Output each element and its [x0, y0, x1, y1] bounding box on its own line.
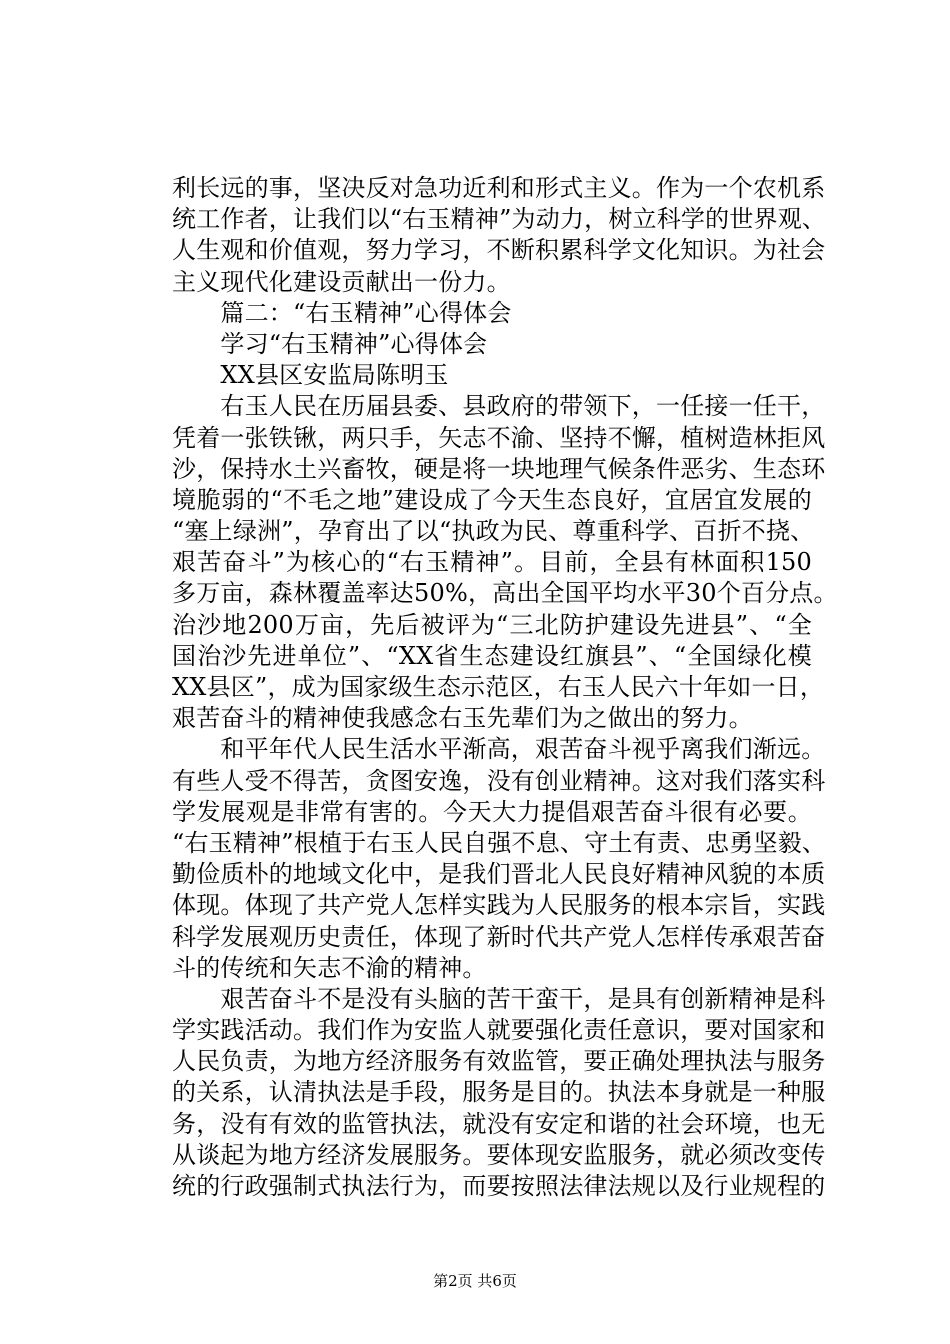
text-line: 篇二：“右玉精神”心得体会	[172, 298, 512, 327]
text-line: 统工作者，让我们以“右玉精神”为动力，树立科学的世界观、	[172, 205, 827, 234]
text-line: 利长远的事，坚决反对急功近利和形式主义。作为一个农机系	[172, 174, 826, 202]
text-line: 务，没有有效的监管执法，就没有安定和谐的社会环境，也无	[172, 1109, 826, 1138]
text-line: “右玉精神”根植于右玉人民自强不息、守土有责、忠勇坚毅、	[172, 828, 827, 857]
text-line: 体现。体现了共产党人怎样实践为人民服务的根本宗旨，实践	[172, 891, 826, 920]
text-line: 学实践活动。我们作为安监人就要强化责任意识，要对国家和	[172, 1016, 826, 1045]
text-line: 右玉人民在历届县委、县政府的带领下，一任接一任干，	[172, 392, 826, 421]
text-line: 艰苦奋斗不是没有头脑的苦干蛮干，是具有创新精神是科	[172, 984, 826, 1013]
text-line: 人民负责，为地方经济服务有效监管，要正确处理执法与服务	[172, 1047, 826, 1076]
document-body	[172, 173, 838, 1202]
text-line: 学习“右玉精神”心得体会	[172, 329, 488, 358]
text-line: 有些人受不得苦，贪图安逸，没有创业精神。这对我们落实科	[172, 766, 826, 795]
text-line: 国治沙先进单位”、“XX省生态建设红旗县”、“全国绿化模	[172, 641, 812, 670]
text-line: 多万亩，森林覆盖率达50%，高出全国平均水平30个百分点。	[172, 579, 838, 608]
text-line: 境脆弱的“不毛之地”建设成了今天生态良好，宜居宜发展的	[172, 485, 812, 514]
text-line: 勤俭质朴的地域文化中，是我们晋北人民良好精神风貌的本质	[172, 860, 826, 889]
text-line: 凭着一张铁锹，两只手，矢志不渝、坚持不懈，植树造林拒风	[172, 423, 826, 452]
text-line: 学发展观是非常有害的。今天大力提倡艰苦奋斗很有必要。	[172, 797, 812, 826]
text-line: 沙，保持水土兴畜牧，硬是将一块地理气候条件恶劣、生态环	[172, 454, 826, 483]
text-line: XX县区安监局陈明玉	[172, 361, 449, 390]
text-line: “塞上绿洲”，孕育出了以“执政为民、尊重科学、百折不挠、	[172, 517, 815, 546]
text-line: 从谈起为地方经济发展服务。要体现安监服务，就必须改变传	[172, 1140, 826, 1169]
page-footer: 第2页 共6页	[433, 1272, 517, 1290]
text-line: 治沙地200万亩，先后被评为“三北防护建设先进县”、“全	[172, 610, 812, 639]
text-line: 主义现代化建设贡献出一份力。	[172, 267, 511, 296]
text-line: 和平年代人民生活水平渐高，艰苦奋斗视乎离我们渐远。	[172, 735, 826, 764]
text-line: XX县区”，成为国家级生态示范区，右玉人民六十年如一日，	[172, 673, 825, 701]
text-line: 斗的传统和矢志不渝的精神。	[172, 953, 487, 982]
text-line: 艰苦奋斗”为核心的“右玉精神”。目前，全县有林面积150	[172, 548, 812, 577]
text-line: 艰苦奋斗的精神使我感念右玉先辈们为之做出的努力。	[172, 704, 753, 733]
text-line: 统的行政强制式执法行为，而要按照法律法规以及行业规程的	[172, 1172, 826, 1200]
text-line: 科学发展观历史责任，体现了新时代共产党人怎样传承艰苦奋	[172, 922, 826, 951]
text-line: 人生观和价值观，努力学习，不断积累科学文化知识。为社会	[172, 236, 826, 265]
text-line: 的关系，认清执法是手段，服务是目的。执法本身就是一种服	[172, 1078, 826, 1107]
